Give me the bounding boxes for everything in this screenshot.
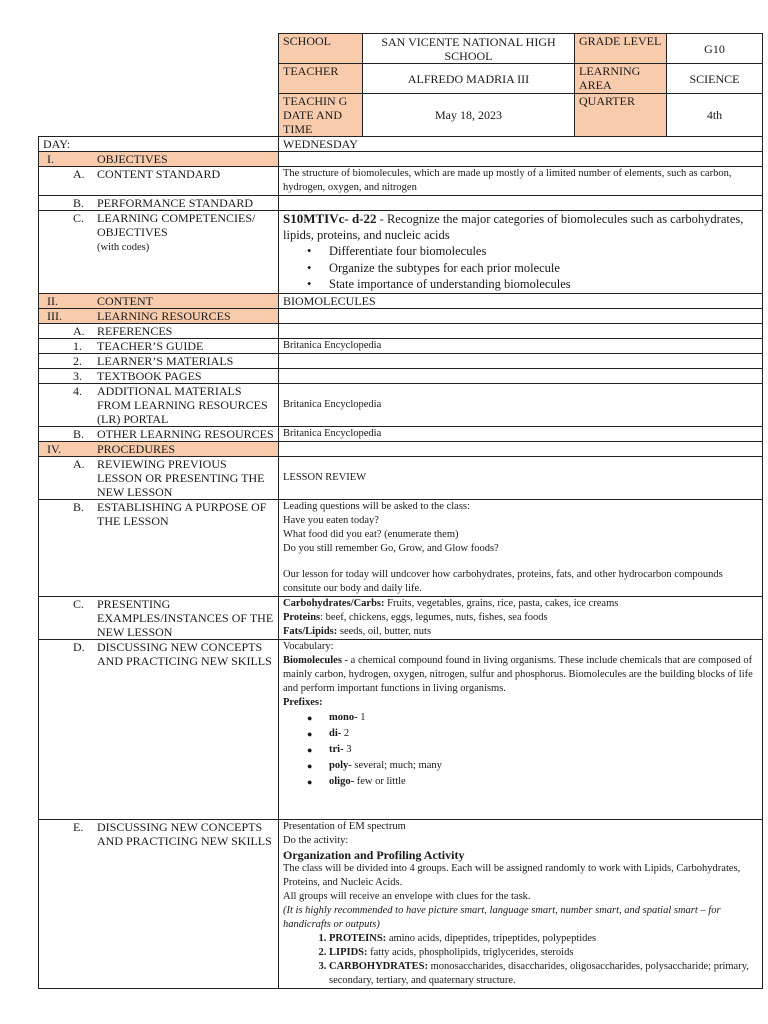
resources-header: III. LEARNING RESOURCES <box>39 308 279 323</box>
procedure-d-label: D. DISCUSSING NEW CONCEPTS AND PRACTICING NEW SKILLS <box>39 639 279 819</box>
teachers-guide-value: Britanica Encyclopedia <box>279 338 763 353</box>
procedure-c-label: C. PRESENTING EXAMPLES/INSTANCES OF THE NEW LESSON <box>39 596 279 639</box>
other-resources-value: Britanica Encyclopedia <box>279 426 763 441</box>
procedures-header: IV. PROCEDURES <box>39 441 279 456</box>
list-item: 1. PROTEINS: amino acids, dipeptides, tripeptides, polypeptides <box>329 932 758 946</box>
lr-portal-value: Britanica Encyclopedia <box>279 383 763 426</box>
textbook-pages-label: 3. TEXTBOOK PAGES <box>39 368 279 383</box>
content-value: BIOMOLECULES <box>279 293 763 308</box>
learners-materials-value <box>279 353 763 368</box>
teacher-label: TEACHER <box>279 64 363 94</box>
procedure-a-value: LESSON REVIEW <box>279 456 763 499</box>
competencies-value: S10MTIVc- d-22 - Recognize the major categories of biomolecules such as carbohydrates, lipids, proteins, and nucleic acids • Differentiate four biomolecules • Organize the subtypes for each prior molecule • State importance of understanding biomolecules <box>279 211 763 294</box>
list-item: 2. LIPIDS: fatty acids, phospholipids, triglycerides, steroids <box>329 946 758 960</box>
day-value: WEDNESDAY <box>279 137 763 152</box>
area-value: SCIENCE <box>667 64 763 94</box>
list-item: ● oligo- few or little <box>329 774 758 790</box>
grade-label: GRADE LEVEL <box>575 34 667 64</box>
list-item: Carbohydrates/Carbs: Fruits, vegetables, grains, rice, pasta, cakes, ice creams <box>283 597 619 609</box>
quarter-value: 4th <box>667 94 763 137</box>
list-item: ● di- 2 <box>329 726 758 742</box>
school-value: SAN VICENTE NATIONAL HIGH SCHOOL <box>363 34 575 64</box>
textbook-pages-value <box>279 368 763 383</box>
performance-standard-label: B. PERFORMANCE STANDARD <box>39 196 279 211</box>
teacher-value: ALFREDO MADRIA III <box>363 64 575 94</box>
procedure-d-value: Vocabulary: Biomolecules - a chemical compound found in living organisms. These include chemicals that are composed of mainly carbon, hydrogen, oxygen, nitrogen, sulfur and phosphorus. Biomolecules are the building blocks of life and perform important functions in living organisms. Prefixes: ● mono- 1 ● di- 2 ● tri- 3 ● poly- several; much; many ● oligo- few or little <box>279 639 763 819</box>
biomolecule-list <box>283 932 758 988</box>
teachers-guide-label: 1. TEACHER’S GUIDE <box>39 338 279 353</box>
competency-code: S10MTIVc- d-22 <box>283 211 377 226</box>
procedure-b-label: B. ESTABLISHING A PURPOSE OF THE LESSON <box>39 499 279 596</box>
list-item: Fats/Lipids: seeds, oil, butter, nuts <box>283 625 432 637</box>
performance-standard-value <box>279 196 763 211</box>
list-item: ● poly- several; much; many <box>329 758 758 774</box>
references-label: A. REFERENCES <box>39 323 279 338</box>
blank-corner <box>39 34 279 64</box>
lesson-plan-table <box>38 33 763 989</box>
other-resources-label: B. OTHER LEARNING RESOURCES <box>39 426 279 441</box>
school-label: SCHOOL <box>279 34 363 64</box>
content-header: II. CONTENT <box>39 293 279 308</box>
procedure-e-value: Presentation of EM spectrum Do the activity: Organization and Profiling Activity The class will be divided into 4 groups. Each will be assigned randomly to work with Lipids, Carbohydrates, Proteins, and Nucleic Acids. All groups will receive an envelope with clues for the task. (It is highly recommended to have picture smart, language smart, number smart, and spatial smart – for handicrafts or outputs) 1. PROTEINS: amino acids, dipeptides, tripeptides, polypeptides 2. LIPIDS: fatty acids, phospholipids, triglycerides, steroids 3. CARBOHYDRATES: monosaccharides, disaccharides, oligosaccharides, polysaccharide; primary, secondary, tertiary, and quaternary structure. <box>279 819 763 988</box>
list-item: • Organize the subtypes for each prior molecule <box>329 260 758 277</box>
list-item: • Differentiate four biomolecules <box>329 243 758 260</box>
date-label: TEACHIN G DATE AND TIME <box>279 94 363 137</box>
procedure-c-value <box>279 596 763 639</box>
prefix-list <box>283 710 758 790</box>
day-label: DAY: <box>39 137 279 152</box>
procedure-a-label: A. REVIEWING PREVIOUS LESSON OR PRESENTING THE NEW LESSON <box>39 456 279 499</box>
lr-portal-label: 4. ADDITIONAL MATERIALS FROM LEARNING RESOURCES (LR) PORTAL <box>39 383 279 426</box>
quarter-label: QUARTER <box>575 94 667 137</box>
competencies-label: C. LEARNING COMPETENCIES/ OBJECTIVES (with codes) <box>39 211 279 294</box>
list-item: 3. CARBOHYDRATES: monosaccharides, disaccharides, oligosaccharides, polysaccharide; primary, secondary, tertiary, and quaternary structure. <box>329 960 758 988</box>
grade-value: G10 <box>667 34 763 64</box>
date-value: May 18, 2023 <box>363 94 575 137</box>
content-standard-label: A. CONTENT STANDARD <box>39 167 279 196</box>
objectives-header: I. OBJECTIVES <box>39 152 279 167</box>
list-item: • State importance of understanding biomolecules <box>329 276 758 293</box>
procedure-e-label: E. DISCUSSING NEW CONCEPTS AND PRACTICING NEW SKILLS <box>39 819 279 988</box>
competency-list <box>283 243 758 293</box>
content-standard-value: The structure of biomolecules, which are made up mostly of a limited number of elements, such as carbon, hydrogen, oxygen, and nitrogen <box>279 167 763 196</box>
learners-materials-label: 2. LEARNER’S MATERIALS <box>39 353 279 368</box>
list-item: ● mono- 1 <box>329 710 758 726</box>
procedure-b-value: Leading questions will be asked to the class: Have you eaten today? What food did you eat? (enumerate them) Do you still remember Go, Grow, and Glow foods? Our lesson for today will undcover how carbohydrates, proteins, fats, and other hydrocarbon compounds consitute our body and daily life. <box>279 499 763 596</box>
area-label: LEARNING AREA <box>575 64 667 94</box>
list-item: Proteins: beef, chickens, eggs, legumes, nuts, fishes, sea foods <box>283 611 548 623</box>
list-item: ● tri- 3 <box>329 742 758 758</box>
